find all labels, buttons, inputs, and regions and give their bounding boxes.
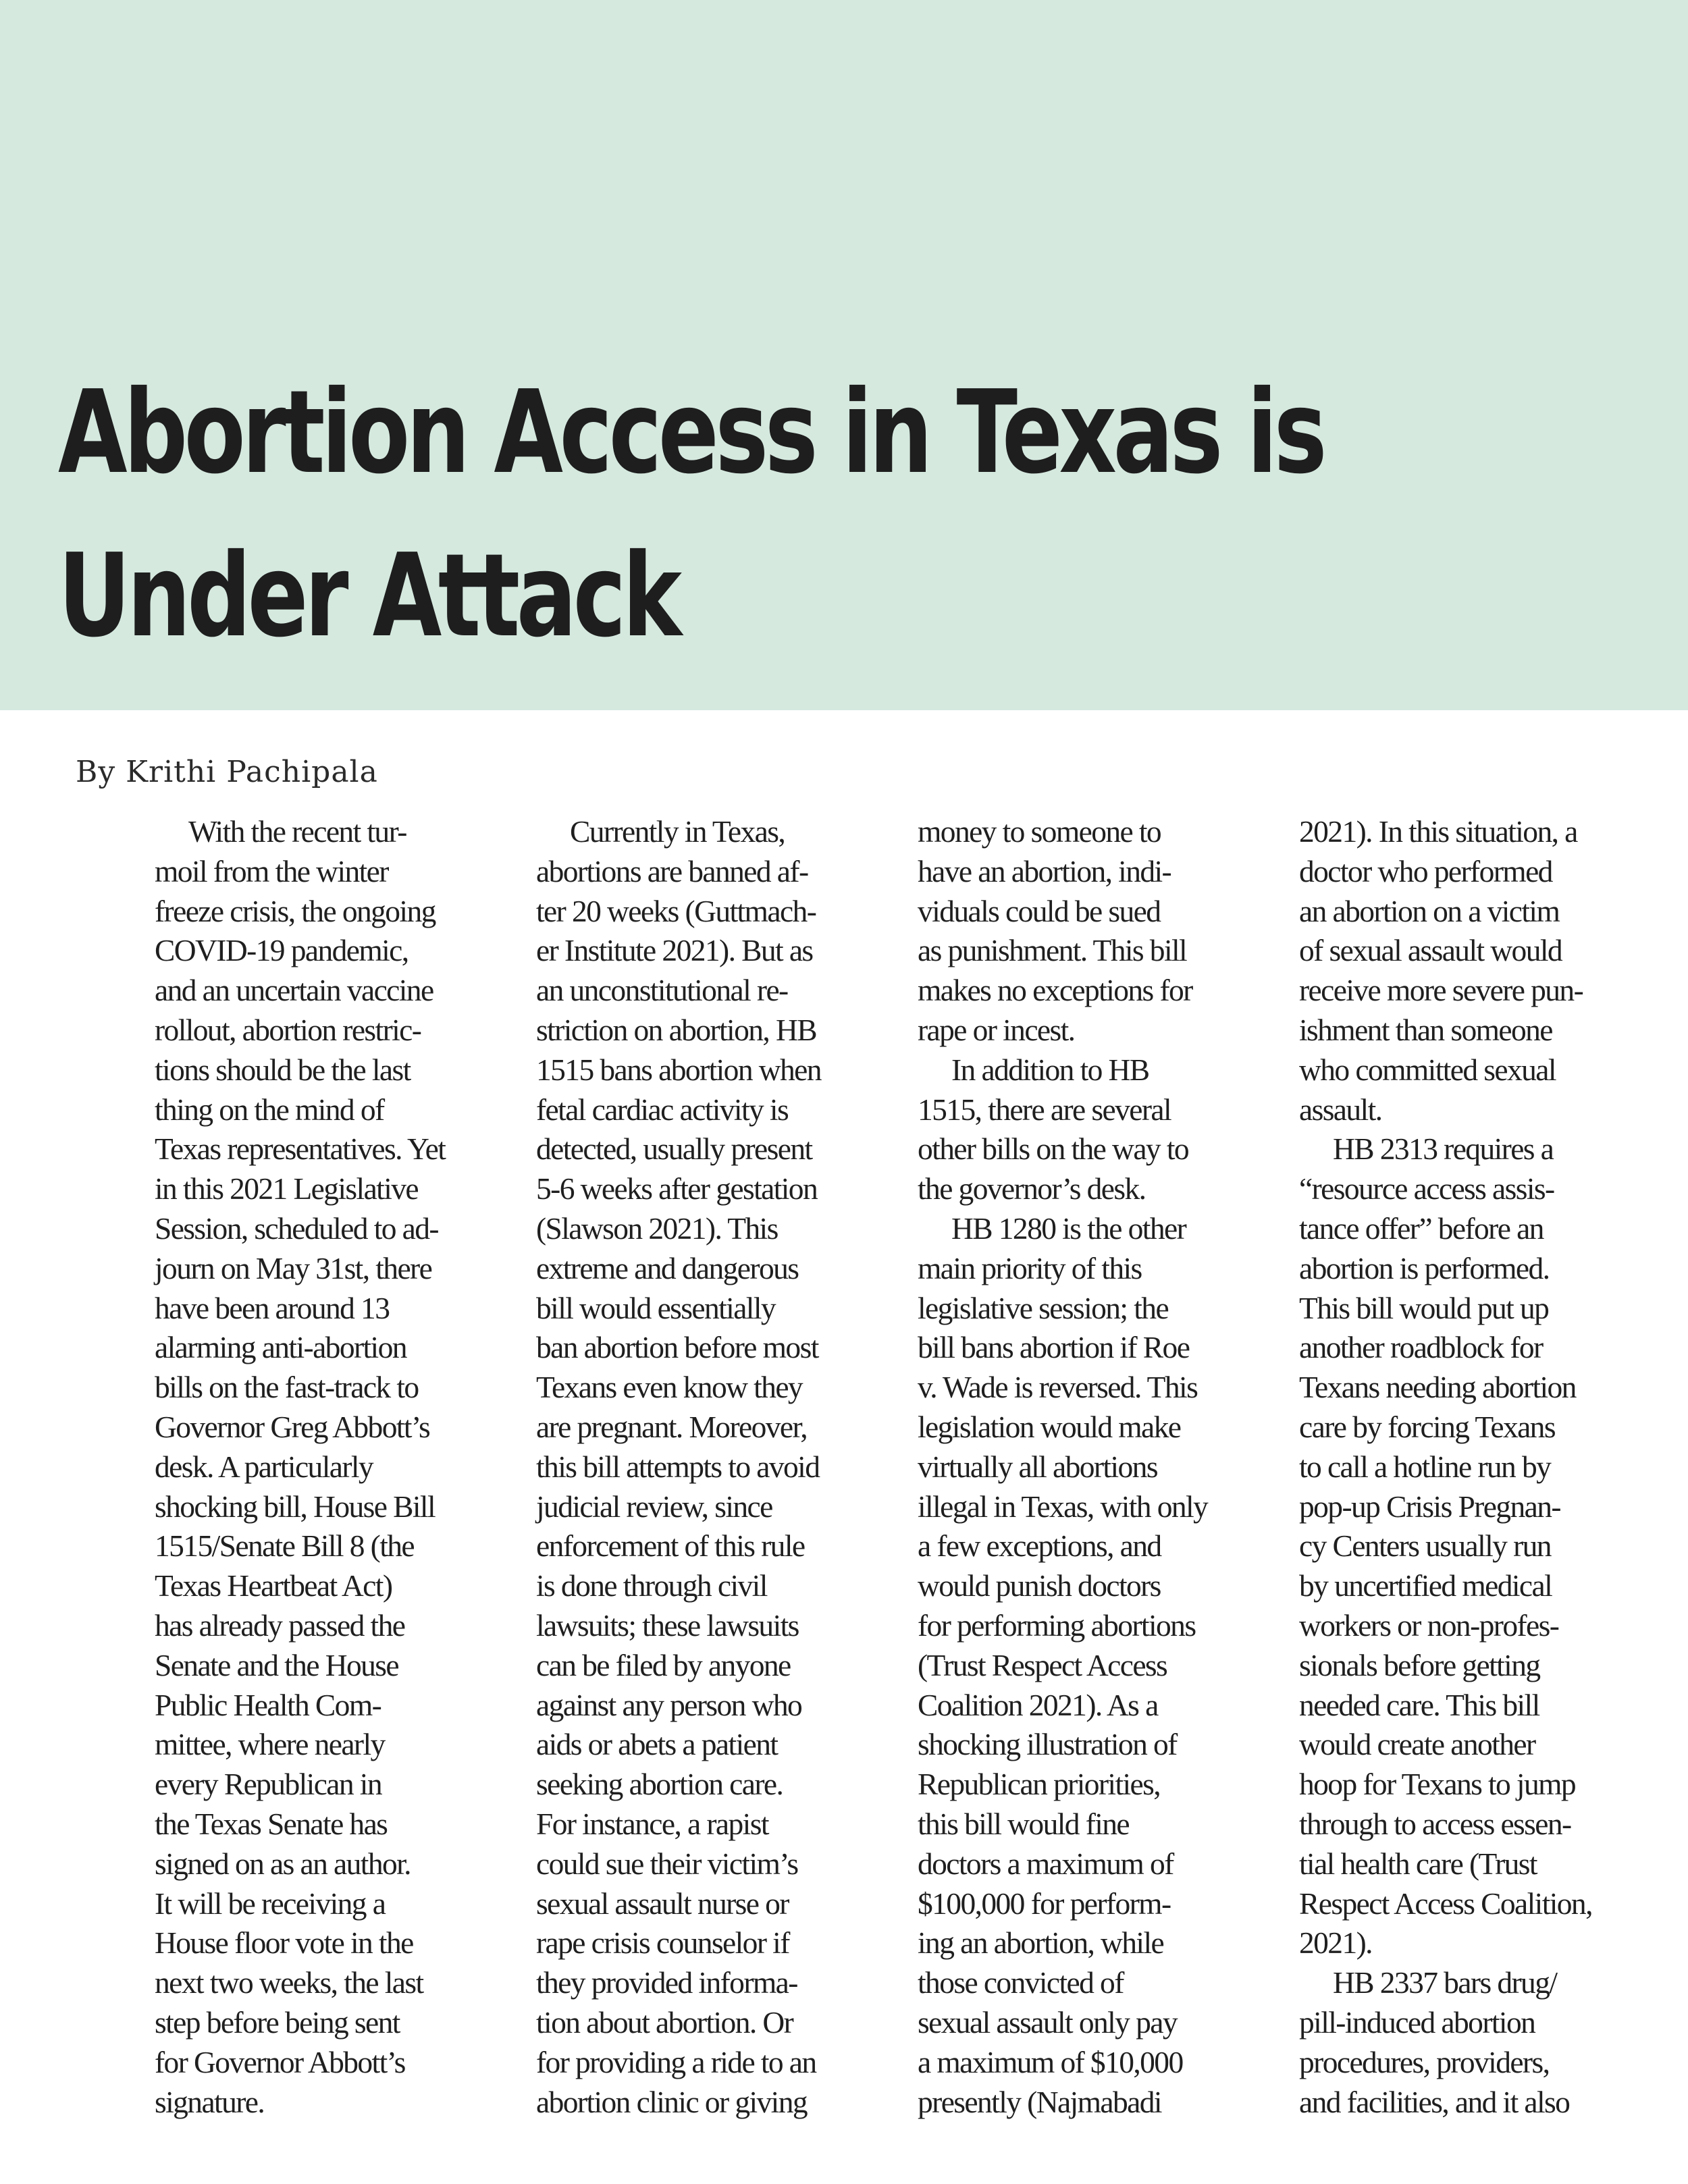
column-line: moil from the winter [155, 853, 388, 888]
column-line: shocking bill, House Bill [155, 1489, 436, 1524]
column-line: mittee, where nearly [155, 1727, 385, 1762]
column-line: thing on the mind of [155, 1092, 384, 1127]
column-line: 2021). In this situation, a [1299, 814, 1577, 849]
column-line: Currently in Texas, [570, 814, 785, 849]
column-line: 1515 bans abortion when [536, 1052, 821, 1087]
column-line: tance offer” before an [1299, 1210, 1544, 1246]
column-line: step before being sent [155, 2004, 400, 2040]
column-line: (Slawson 2021). This [536, 1210, 778, 1246]
text-column-1 [155, 812, 533, 2122]
article-title [58, 351, 1324, 678]
column-line: Republican priorities, [918, 1767, 1161, 1802]
column-line: legislation would make [918, 1409, 1181, 1444]
column-line: ishment than someone [1299, 1012, 1552, 1047]
column-line: makes no exceptions for [918, 973, 1192, 1008]
column-line: this bill would fine [918, 1806, 1130, 1841]
byline: By Krithi Pachipala [76, 755, 378, 789]
column-line: ban abortion before most [536, 1330, 818, 1365]
column-line: of sexual assault would [1299, 933, 1562, 968]
column-line: illegal in Texas, with only [918, 1489, 1208, 1524]
column-line: for Governor Abbott’s [155, 2044, 405, 2079]
column-line: who committed sexual [1299, 1052, 1556, 1087]
column-line: v. Wade is reversed. This [918, 1370, 1198, 1405]
column-line: doctors a maximum of [918, 1846, 1173, 1881]
column-line: main priority of this [918, 1250, 1142, 1285]
column-line: For instance, a rapist [536, 1806, 768, 1841]
column-line: sionals before getting [1299, 1647, 1540, 1682]
column-line: 1515/Senate Bill 8 (the [155, 1528, 415, 1564]
column-line: pill-induced abortion [1299, 2004, 1535, 2040]
column-line: rape or incest. [918, 1012, 1075, 1047]
column-line: a few exceptions, and [918, 1528, 1161, 1564]
column-line: rollout, abortion restric- [155, 1012, 421, 1047]
text-column-3 [918, 812, 1296, 2122]
column-line: bill bans abortion if Roe [918, 1330, 1190, 1365]
column-line: presently (Najmabadi [918, 2084, 1161, 2119]
column-line: sexual assault only pay [918, 2004, 1177, 2040]
column-line: aids or abets a patient [536, 1727, 778, 1762]
column-line: another roadblock for [1299, 1330, 1543, 1365]
column-line: (Trust Respect Access [918, 1647, 1167, 1682]
column-line: care by forcing Texans [1299, 1409, 1555, 1444]
column-line: HB 2337 bars drug/ [1333, 1965, 1557, 2000]
column-line: pop-up Crisis Pregnan- [1299, 1489, 1560, 1524]
column-line: tial health care (Trust [1299, 1846, 1537, 1881]
column-line: viduals could be sued [918, 893, 1161, 928]
column-line: hoop for Texans to jump [1299, 1767, 1576, 1802]
column-line: In addition to HB [951, 1052, 1149, 1087]
column-line: every Republican in [155, 1767, 381, 1802]
column-line: workers or non-profes- [1299, 1607, 1559, 1643]
column-line: COVID-19 pandemic, [155, 933, 408, 968]
column-line: With the recent tur- [188, 814, 406, 849]
column-line: extreme and dangerous [536, 1250, 799, 1285]
column-line: fetal cardiac activity is [536, 1092, 789, 1127]
column-line: signature. [155, 2084, 265, 2119]
column-line: they provided informa- [536, 1965, 797, 2000]
column-line: It will be receiving a [155, 1886, 386, 1921]
column-line: through to access essen- [1299, 1806, 1571, 1841]
column-line: “resource access assis- [1299, 1171, 1554, 1206]
column-line: as punishment. This bill [918, 933, 1187, 968]
column-line: This bill would put up [1299, 1290, 1549, 1325]
column-line: by uncertified medical [1299, 1568, 1552, 1603]
column-line: er Institute 2021). But as [536, 933, 813, 968]
column-line: doctor who performed [1299, 853, 1552, 888]
column-line: have been around 13 [155, 1290, 390, 1325]
column-line: could sue their victim’s [536, 1846, 798, 1881]
column-line: are pregnant. Moreover, [536, 1409, 808, 1444]
column-line: a maximum of $10,000 [918, 2044, 1183, 2079]
column-line: bills on the fast-track to [155, 1370, 419, 1405]
column-line: shocking illustration of [918, 1727, 1177, 1762]
column-line: seeking abortion care. [536, 1767, 783, 1802]
column-line: tion about abortion. Or [536, 2004, 793, 2040]
column-line: 5-6 weeks after gestation [536, 1171, 818, 1206]
column-line: alarming anti-abortion [155, 1330, 406, 1365]
column-line: the Texas Senate has [155, 1806, 388, 1841]
column-line: judicial review, since [536, 1489, 772, 1524]
column-line: Session, scheduled to ad- [155, 1210, 438, 1246]
column-line: assault. [1299, 1092, 1382, 1127]
column-line: abortion is performed. [1299, 1250, 1550, 1285]
column-line: sexual assault nurse or [536, 1886, 789, 1921]
column-line: the governor’s desk. [918, 1171, 1146, 1206]
column-line: Texans needing abortion [1299, 1370, 1576, 1405]
column-line: abortions are banned af- [536, 853, 808, 888]
column-line: journ on May 31st, there [155, 1250, 432, 1285]
column-line: signed on as an author. [155, 1846, 411, 1881]
column-line: abortion clinic or giving [536, 2084, 808, 2119]
column-line: and an uncertain vaccine [155, 973, 433, 1008]
column-line: Governor Greg Abbott’s [155, 1409, 430, 1444]
column-line: Texas Heartbeat Act) [155, 1568, 392, 1603]
column-line: lawsuits; these lawsuits [536, 1607, 799, 1643]
column-line: other bills on the way to [918, 1131, 1189, 1167]
column-line: tions should be the last [155, 1052, 411, 1087]
column-line: ter 20 weeks (Guttmach- [536, 893, 816, 928]
column-line: in this 2021 Legislative [155, 1171, 419, 1206]
column-line: is done through civil [536, 1568, 767, 1603]
column-line: has already passed the [155, 1607, 405, 1643]
column-line: striction on abortion, HB [536, 1012, 816, 1047]
column-line: needed care. This bill [1299, 1687, 1539, 1722]
column-line: House floor vote in the [155, 1925, 413, 1961]
column-line: for performing abortions [918, 1607, 1196, 1643]
column-line: an unconstitutional re- [536, 973, 788, 1008]
column-line: enforcement of this rule [536, 1528, 805, 1564]
column-line: this bill attempts to avoid [536, 1449, 820, 1484]
column-line: money to someone to [918, 814, 1161, 849]
column-line: Senate and the House [155, 1647, 398, 1682]
column-line: would punish doctors [918, 1568, 1161, 1603]
column-line: against any person who [536, 1687, 802, 1722]
column-line: to call a hotline run by [1299, 1449, 1551, 1484]
column-line: next two weeks, the last [155, 1965, 423, 2000]
column-line: rape crisis counselor if [536, 1925, 789, 1961]
column-line: detected, usually present [536, 1131, 812, 1167]
column-line: Public Health Com- [155, 1687, 381, 1722]
column-line: those convicted of [918, 1965, 1124, 2000]
column-line: bill would essentially [536, 1290, 776, 1325]
column-line: Texans even know they [536, 1370, 803, 1405]
column-line: virtually all abortions [918, 1449, 1157, 1484]
column-line: Texas representatives. Yet [155, 1131, 446, 1167]
article-title-line: Under Attack [58, 529, 679, 663]
column-line: for providing a ride to an [536, 2044, 816, 2079]
text-column-4 [1299, 812, 1677, 2122]
column-line: legislative session; the [918, 1290, 1169, 1325]
column-line: 1515, there are several [918, 1092, 1171, 1127]
column-line: and facilities, and it also [1299, 2084, 1570, 2119]
column-line: HB 1280 is the other [951, 1210, 1186, 1246]
column-line: freeze crisis, the ongoing [155, 893, 436, 928]
column-line: have an abortion, indi- [918, 853, 1171, 888]
column-line: Respect Access Coalition, [1299, 1886, 1592, 1921]
column-line: cy Centers usually run [1299, 1528, 1551, 1564]
column-line: would create another [1299, 1727, 1535, 1762]
column-line: can be filed by anyone [536, 1647, 791, 1682]
column-line: an abortion on a victim [1299, 893, 1560, 928]
text-column-2 [536, 812, 914, 2122]
column-line: ing an abortion, while [918, 1925, 1164, 1961]
article-title-line: Abortion Access in Texas is [58, 366, 1324, 500]
column-line: Coalition 2021). As a [918, 1687, 1158, 1722]
column-line: desk. A particularly [155, 1449, 373, 1484]
column-line: HB 2313 requires a [1333, 1131, 1554, 1167]
column-line: receive more severe pun- [1299, 973, 1583, 1008]
column-line: procedures, providers, [1299, 2044, 1550, 2079]
column-line: 2021). [1299, 1925, 1372, 1961]
column-line: $100,000 for perform- [918, 1886, 1171, 1921]
